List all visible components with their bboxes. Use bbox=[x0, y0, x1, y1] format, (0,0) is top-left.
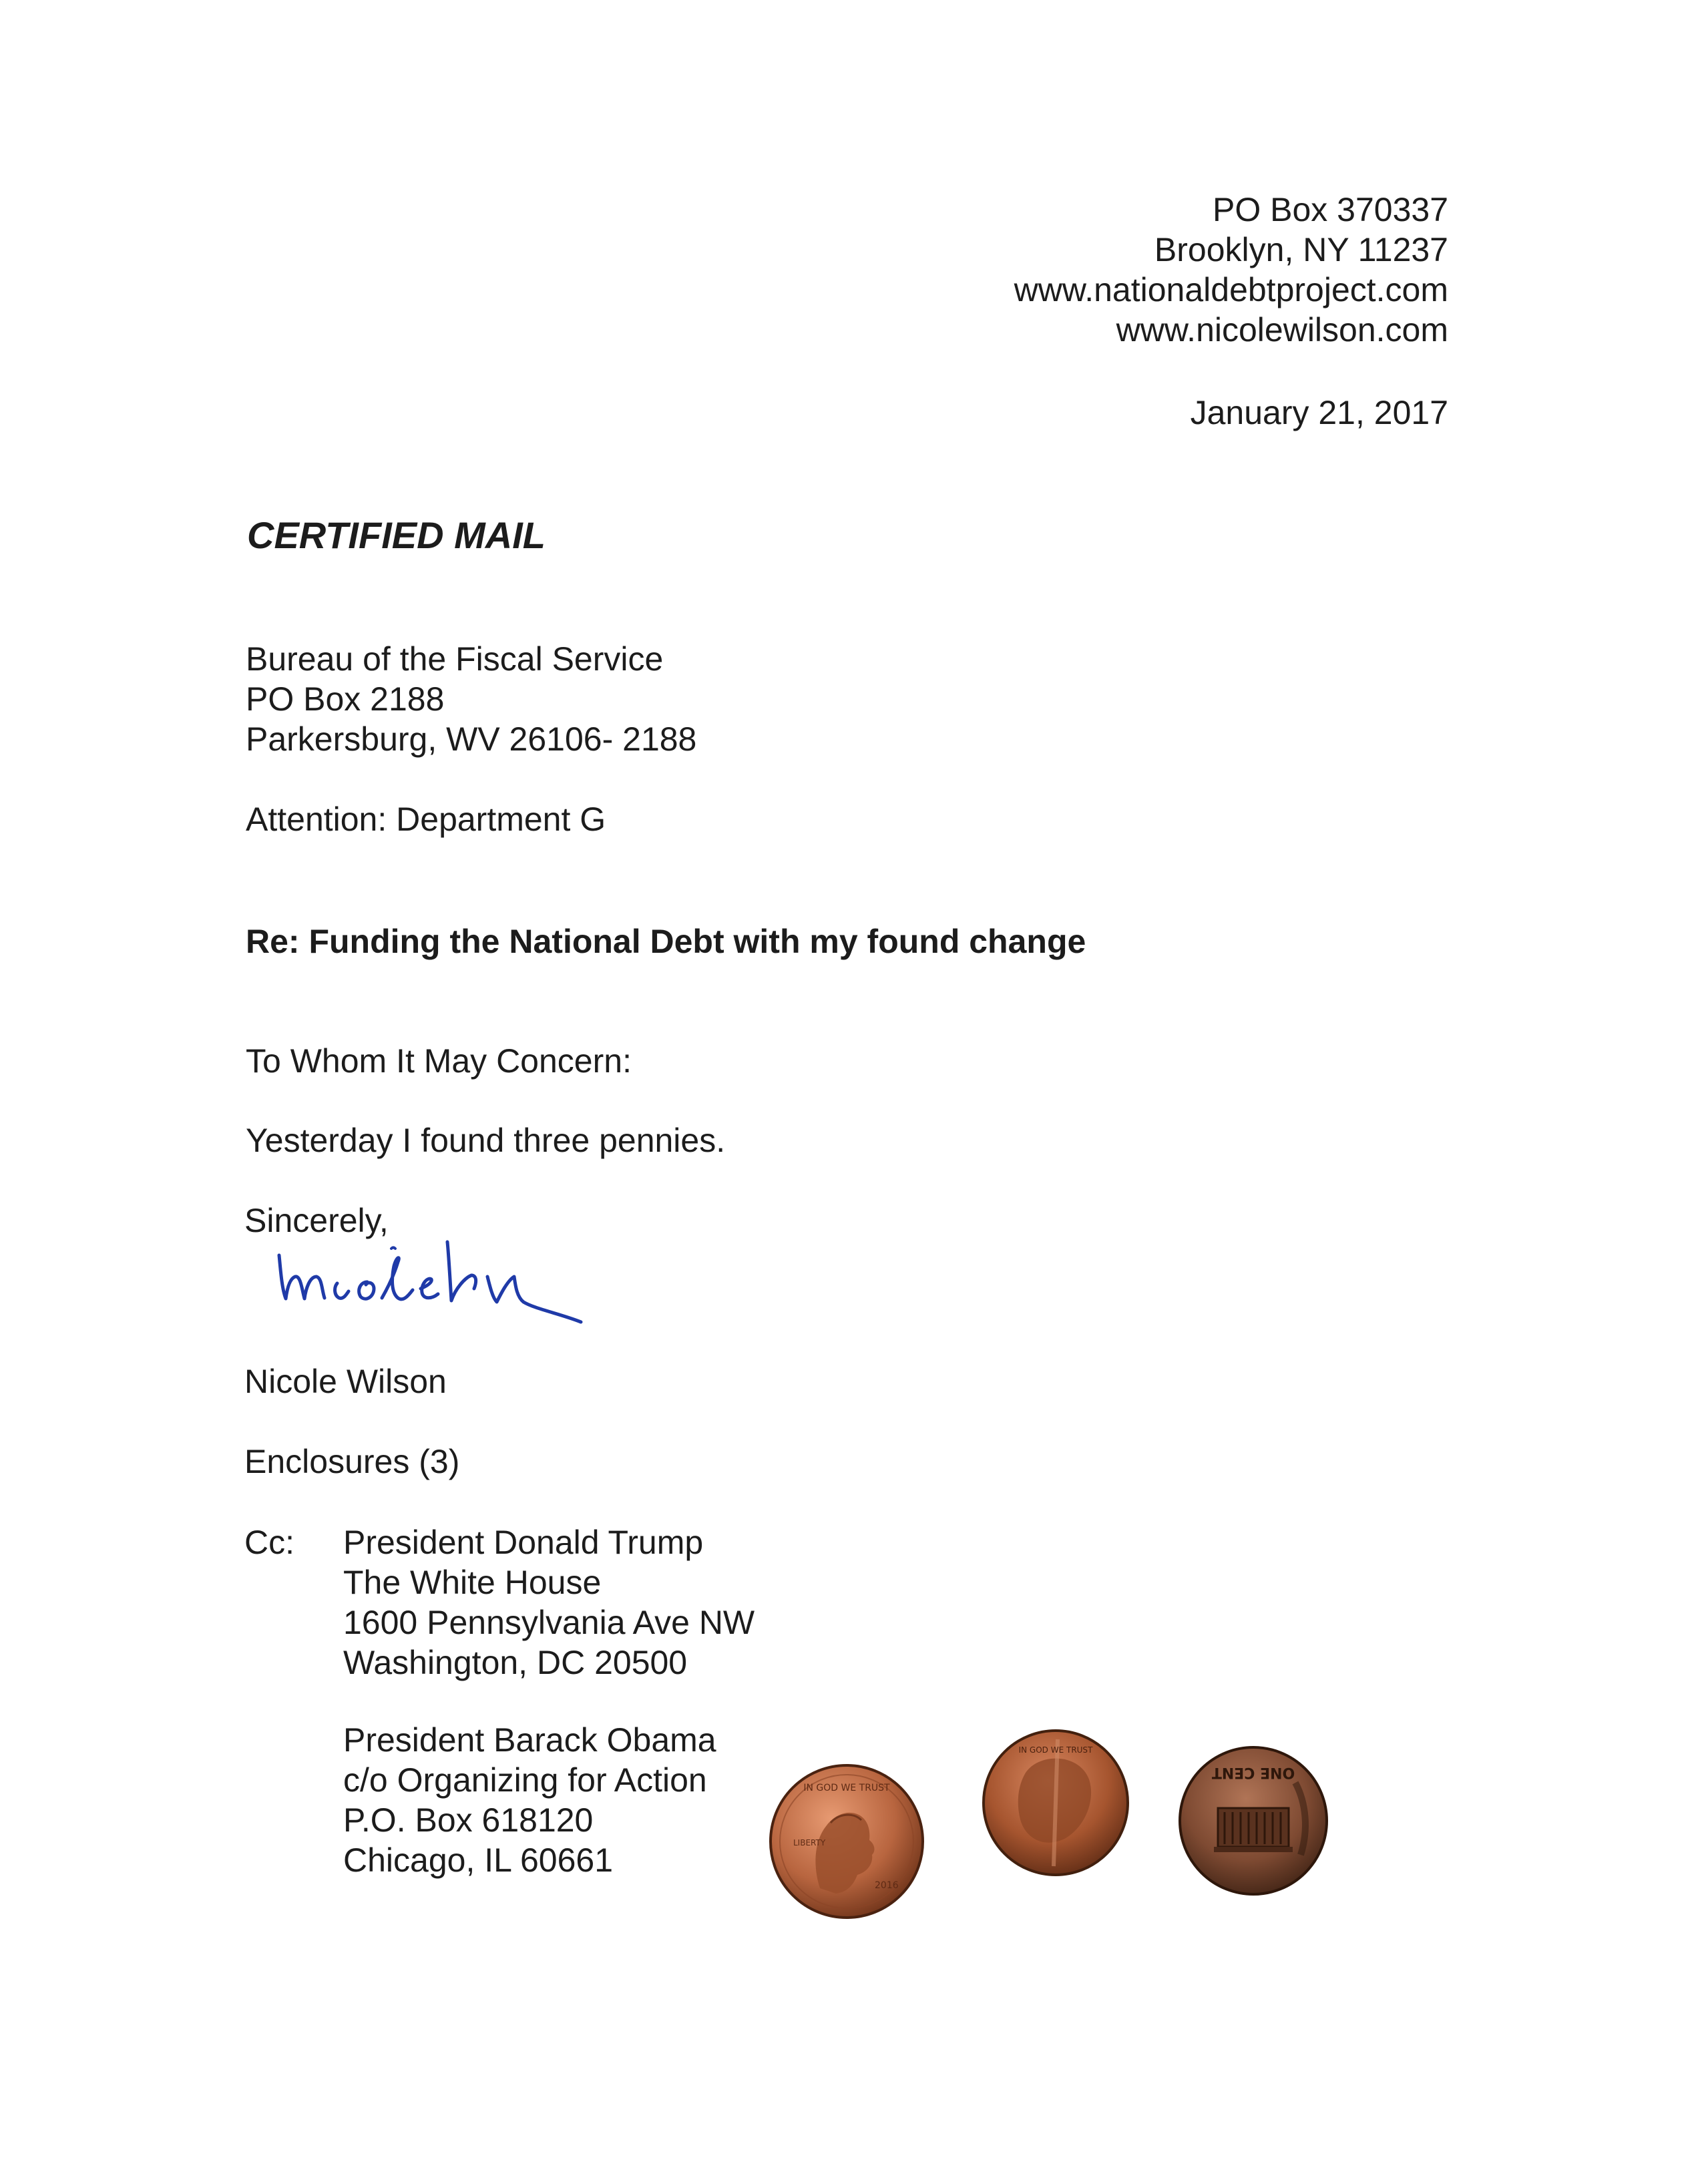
svg-text:LIBERTY: LIBERTY bbox=[793, 1838, 826, 1847]
svg-text:IN GOD WE TRUST: IN GOD WE TRUST bbox=[1018, 1745, 1093, 1755]
enclosures-line: Enclosures (3) bbox=[244, 1443, 460, 1480]
cc-recipient-2-line-2: c/o Organizing for Action bbox=[343, 1761, 707, 1799]
closing: Sincerely, bbox=[244, 1202, 389, 1239]
svg-text:2016: 2016 bbox=[875, 1880, 899, 1891]
cc-recipient-2 bbox=[343, 1720, 716, 1880]
cc-recipient-1-line-4: Washington, DC 20500 bbox=[343, 1644, 688, 1681]
sender-block bbox=[847, 190, 1448, 350]
handwritten-signature bbox=[267, 1215, 628, 1335]
svg-text:IN GOD WE TRUST: IN GOD WE TRUST bbox=[803, 1783, 890, 1793]
cc-recipient-1-line-2: The White House bbox=[343, 1564, 602, 1601]
letter-body: Yesterday I found three pennies. bbox=[246, 1122, 726, 1159]
cc-recipient-1-line-3: 1600 Pennsylvania Ave NW bbox=[343, 1604, 755, 1641]
sender-website-1: www.nationaldebtproject.com bbox=[1014, 271, 1448, 308]
cc-label: Cc: bbox=[244, 1524, 294, 1561]
signer-name: Nicole Wilson bbox=[244, 1363, 447, 1400]
cc-recipient-2-line-1: President Barack Obama bbox=[343, 1721, 716, 1759]
svg-text:ONE CENT: ONE CENT bbox=[1211, 1764, 1295, 1781]
cc-recipient-1 bbox=[343, 1522, 755, 1683]
cc-recipient-1-line-1: President Donald Trump bbox=[343, 1524, 704, 1561]
sender-website-2: www.nicolewilson.com bbox=[1116, 311, 1448, 349]
letter-date: January 21, 2017 bbox=[1190, 394, 1448, 431]
subject-line: Re: Funding the National Debt with my found change bbox=[246, 923, 1086, 960]
penny-2-image bbox=[979, 1726, 1132, 1880]
cc-recipient-2-line-4: Chicago, IL 60661 bbox=[343, 1841, 614, 1879]
recipient-line-3: Parkersburg, WV 26106- 2188 bbox=[246, 720, 697, 758]
mail-type-heading: CERTIFIED MAIL bbox=[247, 514, 546, 556]
salutation: To Whom It May Concern: bbox=[246, 1042, 632, 1080]
cc-recipient-2-line-3: P.O. Box 618120 bbox=[343, 1801, 594, 1839]
penny-3-image bbox=[1175, 1743, 1331, 1899]
penny-1-image bbox=[767, 1761, 927, 1922]
recipient-line-1: Bureau of the Fiscal Service bbox=[246, 640, 664, 678]
sender-address-line-2: Brooklyn, NY 11237 bbox=[1154, 231, 1448, 268]
recipient-address bbox=[246, 639, 696, 759]
attention-line: Attention: Department G bbox=[246, 801, 606, 838]
sender-address-line-1: PO Box 370337 bbox=[1212, 191, 1448, 228]
recipient-line-2: PO Box 2188 bbox=[246, 680, 445, 718]
